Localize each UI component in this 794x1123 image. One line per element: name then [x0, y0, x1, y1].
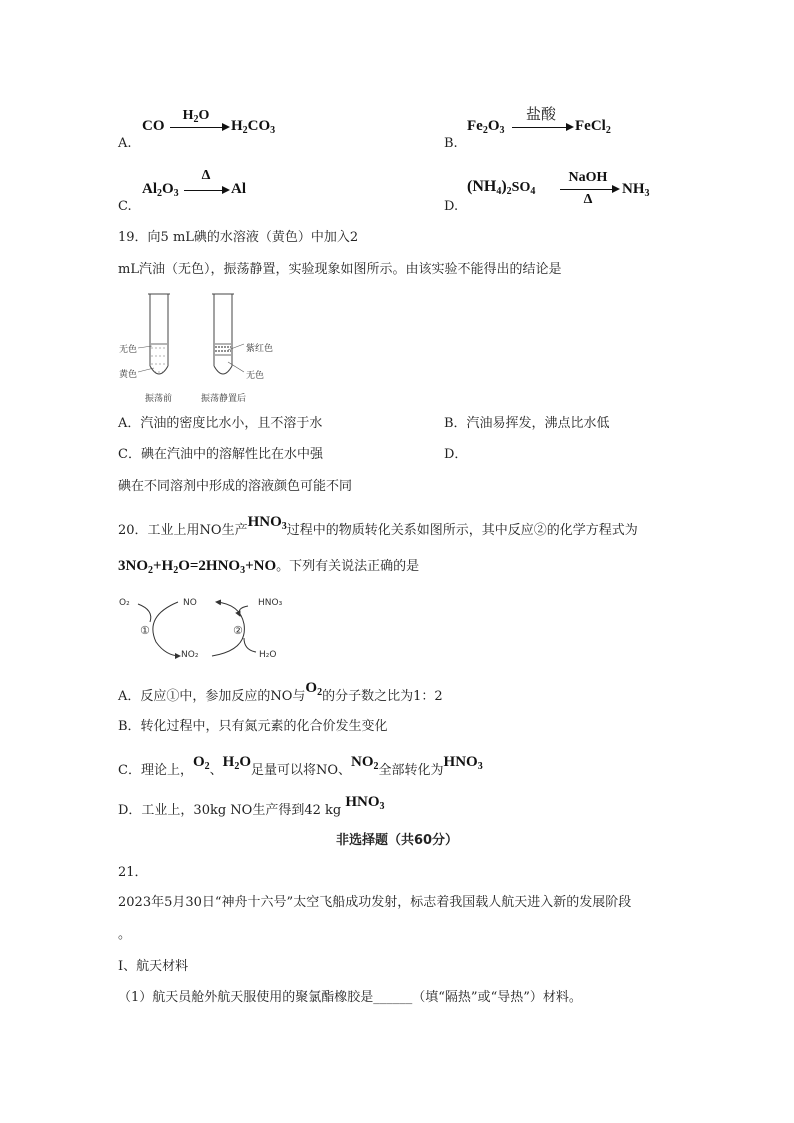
- option-b-reactant: $Fe_2O_3$: [467, 118, 505, 136]
- q21-stem-end: 。: [118, 927, 132, 942]
- option-c-condition: Δ: [201, 168, 211, 183]
- option-c-product: Al: [231, 181, 246, 197]
- option-a-product: $H_2CO_3$: [231, 118, 276, 136]
- q20-stem-line1: 20．工业上用NO生产$HNO_3$过程中的物质转化关系如图所示，其中反应②的化学方程式为: [118, 514, 638, 538]
- option-c-label: C.: [118, 199, 132, 214]
- option-b-label: B.: [444, 136, 458, 151]
- fig-caption-after: 振荡静置后: [201, 394, 247, 404]
- h2o-input-arrow: [244, 638, 256, 652]
- q20-option-b: B．转化过程中，只有氮元素的化合价发生变化: [118, 719, 388, 734]
- cycle-reaction2-label: ②: [233, 624, 243, 637]
- option-a-reactant: CO: [142, 118, 165, 134]
- option-b-condition: 盐酸: [525, 105, 556, 123]
- option-d-arrow: [560, 189, 612, 190]
- o2-input-arrow: [138, 604, 151, 622]
- option-a-condition: $H_2O$: [182, 108, 210, 125]
- q20-equation: $3NO_2+H_2O=2HNO_3+NO$: [118, 558, 277, 576]
- option-c-arrow: [184, 190, 222, 191]
- q19-option-d: D．: [444, 447, 468, 462]
- option-a-arrow: [170, 127, 222, 128]
- section-title: 非选择题（共60分）: [335, 833, 459, 848]
- cycle-o2-label: O₂: [119, 598, 130, 608]
- option-d-label: D.: [444, 199, 459, 214]
- q20-stem-line2: $3NO_2+H_2O=2HNO_3+NO$。下列有关说法正确的是: [118, 558, 420, 576]
- q20-c-hno3-formula: $HNO_3$: [443, 754, 483, 772]
- q20-option-c: C．理论上，$O_2$、$H_2O$足量可以将NO、$NO_2$全部转化为$HNO_3$: [118, 754, 483, 778]
- cycle-reaction1-label: ①: [140, 624, 150, 637]
- q20-hno3-formula: $HNO_3$: [247, 514, 287, 532]
- cycle-no-label: NO: [183, 598, 197, 608]
- cycle-hno3-label: HNO₃: [258, 598, 283, 608]
- q19-option-c: C．碘在汽油中的溶解性比在水中强: [118, 447, 323, 462]
- q20-option-a: A．反应①中，参加反应的NO与$O_2$的分子数之比为1：2: [118, 680, 443, 704]
- q20-d-hno3-formula: $HNO_3$: [345, 794, 385, 812]
- option-a-label: A.: [118, 136, 132, 151]
- no-to-no2-arrow: [153, 602, 180, 656]
- option-d-reactant: $(NH_4)_2SO_4$: [467, 178, 536, 197]
- option-b-product: FeCl$_2$: [575, 118, 611, 136]
- q20-c-h2o-formula: $H_2O$: [222, 754, 251, 772]
- q20-c-no2-formula: $NO_2$: [351, 754, 379, 772]
- fig-right-top-label: 紫红色: [246, 344, 274, 354]
- option-c-arrow-head: [222, 186, 230, 194]
- option-d-product: $NH_3$: [622, 181, 650, 199]
- fig-left-bottom-label: 黄色: [119, 370, 138, 380]
- option-d-condition-bottom: Δ: [583, 192, 593, 207]
- cycle-h2o-label: H₂O: [259, 650, 277, 660]
- q19-option-a: A．汽油的密度比水小，且不溶于水: [118, 416, 323, 431]
- fig-right-bottom-label: 无色: [246, 371, 265, 381]
- option-d-condition-top: NaOH: [568, 170, 608, 185]
- fig-caption-before: 振荡前: [145, 394, 173, 404]
- cycle-no2-label: NO₂: [181, 650, 199, 660]
- q19-option-d-continued: 碘在不同溶剂中形成的溶液颜色可能不同: [118, 479, 353, 494]
- option-a-arrow-head: [222, 123, 230, 131]
- option-b-arrow: [512, 127, 566, 128]
- q19-stem-line2: mL汽油（无色），振荡静置，实验现象如图所示。由该实验不能得出的结论是: [118, 262, 562, 277]
- q21-stem: 2023年5月30日“神舟十六号”太空飞船成功发射，标志着我国载人航天进入新的发展阶段: [118, 895, 632, 910]
- tube-before: [148, 294, 170, 374]
- q21-number: 21．: [118, 865, 148, 880]
- q21-sub1: （1）航天员舱外航天服使用的聚氯酯橡胶是______（填“隔热”或“导热”）材料。: [118, 990, 582, 1005]
- option-b-arrow-head: [566, 123, 574, 131]
- q20-c-o2-formula: $O_2$: [192, 754, 210, 772]
- fig-left-top-label: 无色: [119, 345, 138, 355]
- q19-option-b: B．汽油易挥发，沸点比水低: [444, 416, 610, 431]
- q20-option-d: D．工业上，30kg NO生产得到42 kg $HNO_3$: [118, 794, 385, 818]
- option-c-reactant: $Al_2O_3$: [142, 181, 179, 199]
- q19-stem-line1: 19．向5 mL碘的水溶液（黄色）中加入2: [118, 230, 359, 245]
- q20-a-o2-formula: $O_2$: [305, 680, 323, 698]
- tube-after: [212, 294, 234, 374]
- q21-part1-heading: Ⅰ、航天材料: [118, 959, 189, 974]
- q21-sub1-blank[interactable]: ______: [373, 990, 413, 1005]
